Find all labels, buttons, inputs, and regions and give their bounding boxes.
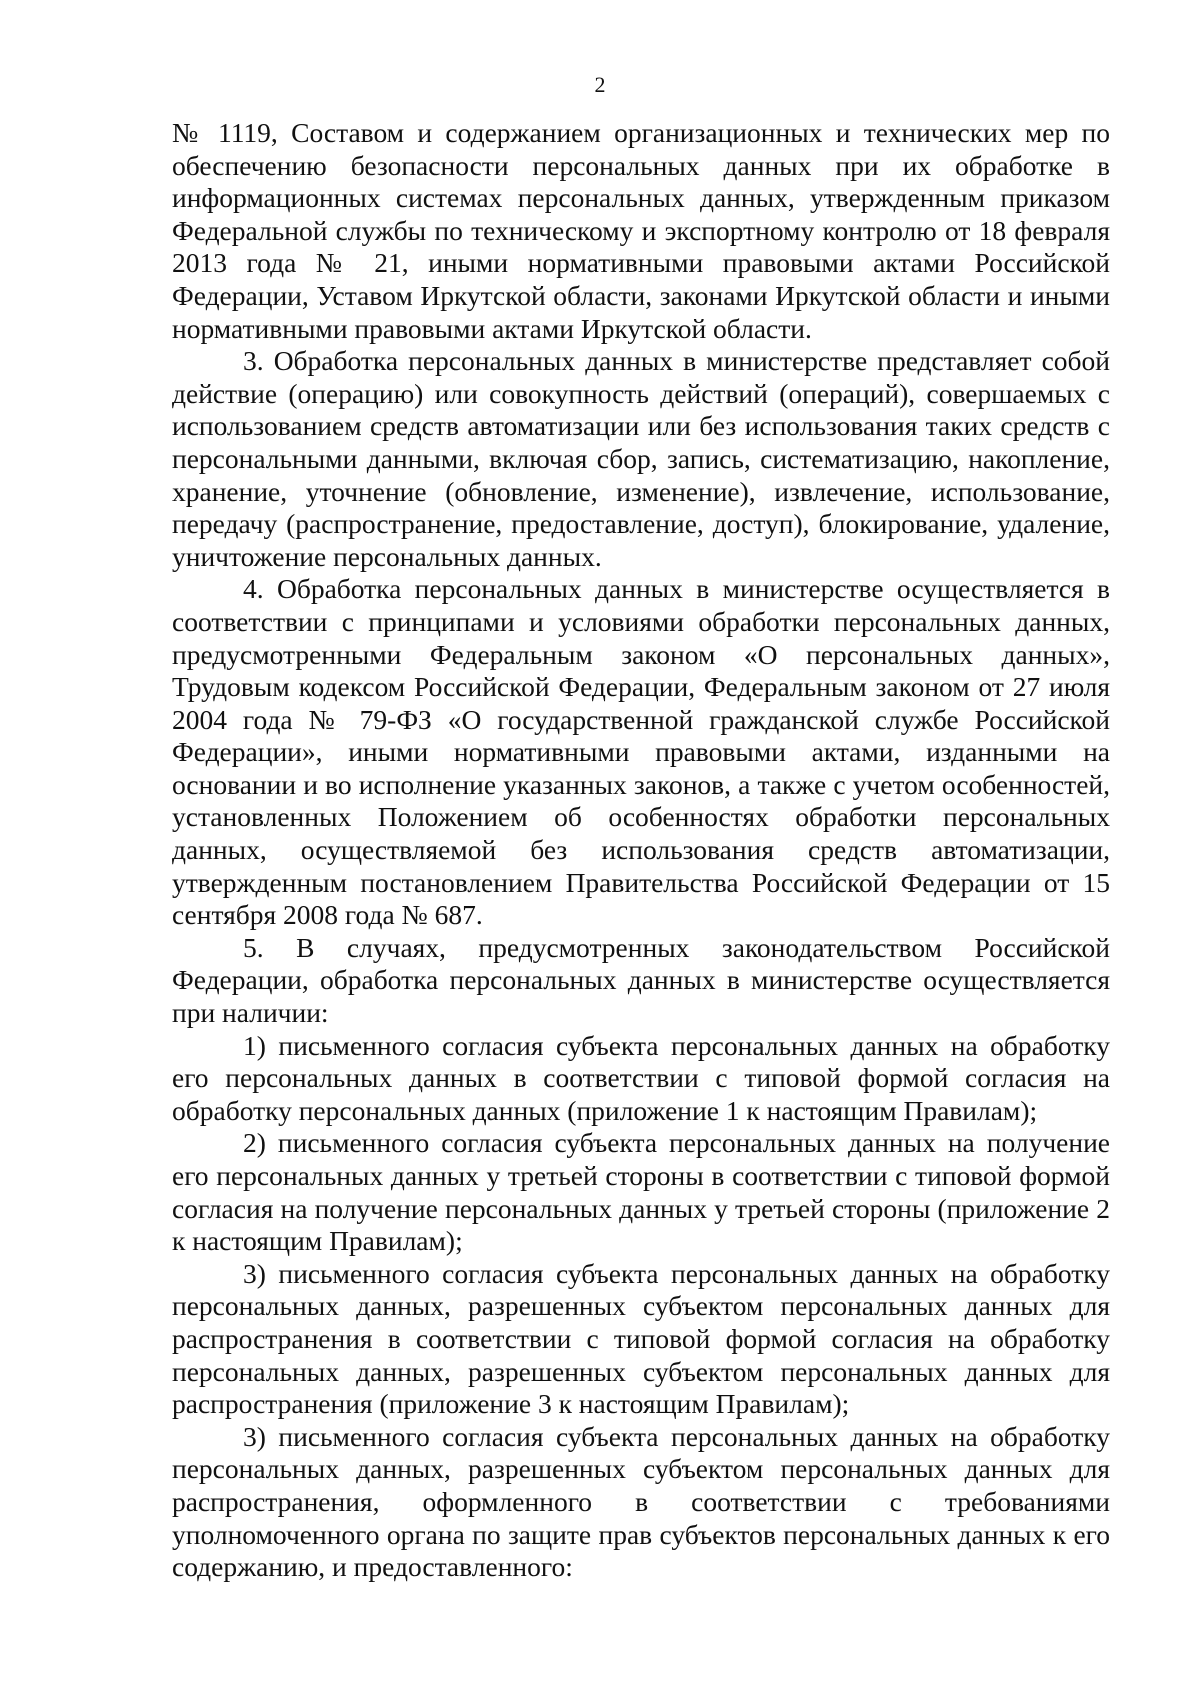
subparagraph-1: 1) письменного согласия субъекта персональных данных на обработку его персональных данных в соответствии с типовой формой согласия на обработку персональных данных (приложение 1 к настоящим Правилам); [172, 1029, 1110, 1126]
page-number: 2 [594, 72, 606, 97]
subparagraph-3a: 3) письменного согласия субъекта персональных данных на обработку персональных данных, разрешенных субъектом персональных данных для распространения в соответствии с типовой формой согласия на обработку персональных данных, разрешенных субъектом персональных данных для распространения (приложение 3 к настоящим Правилам); [172, 1257, 1110, 1420]
subparagraph-3b: 3) письменного согласия субъекта персональных данных на обработку персональных данных, разрешенных субъектом персональных данных для распространения, оформленного в соответствии с требованиями уполномоченного органа по защите прав субъектов персональных данных к его содержанию, и предоставленного: [172, 1420, 1110, 1583]
paragraph-item-4: 4. Обработка персональных данных в министерстве осуществляется в соответствии с принципами и условиями обработки персональных данных, предусмотренными Федеральным законом «О персональных данных», Трудовым кодексом Российской Федерации, Федеральным законом от 27 июля 2004 года № 79-ФЗ «О государственной гражданской службе Российской Федерации», иными нормативными правовыми актами, изданными на основании и во исполнение указанных законов, а также с учетом особенностей, установленных Положением об особенностях обработки персональных данных, осуществляемой без использования средств автоматизации, утвержденным постановлением Правительства Российской Федерации от 15 сентября 2008 года № 687. [172, 573, 1110, 931]
paragraph-item-3: 3. Обработка персональных данных в министерстве представляет собой действие (операцию) или совокупность действий (операций), совершаемых с использованием средств автоматизации или без использования таких средств с персональными данными, включая сбор, запись, систематизацию, накопление, хранение, уточнение (обновление, изменение), извлечение, использование, передачу (распространение, предоставление, доступ), блокирование, удаление, уничтожение персональных данных. [172, 345, 1110, 572]
document-body [172, 117, 1110, 1584]
paragraph-continuation: № 1119, Составом и содержанием организационных и технических мер по обеспечению безопасности персональных данных при их обработке в информационных системах персональных данных, утвержденным приказом Федеральной службы по техническому и экспортному контролю от 18 февраля 2013 года № 21, иными нормативными правовыми актами Российской Федерации, Уставом Иркутской области, законами Иркутской области и иными нормативными правовыми актами Иркутской области. [172, 117, 1110, 344]
paragraph-item-5: 5. В случаях, предусмотренных законодательством Российской Федерации, обработка персональных данных в министерстве осуществляется при наличии: [172, 931, 1110, 1029]
subparagraph-2: 2) письменного согласия субъекта персональных данных на получение его персональных данных у третьей стороны в соответствии с типовой формой согласия на получение персональных данных у третьей стороны (приложение 2 к настоящим Правилам); [172, 1127, 1110, 1257]
